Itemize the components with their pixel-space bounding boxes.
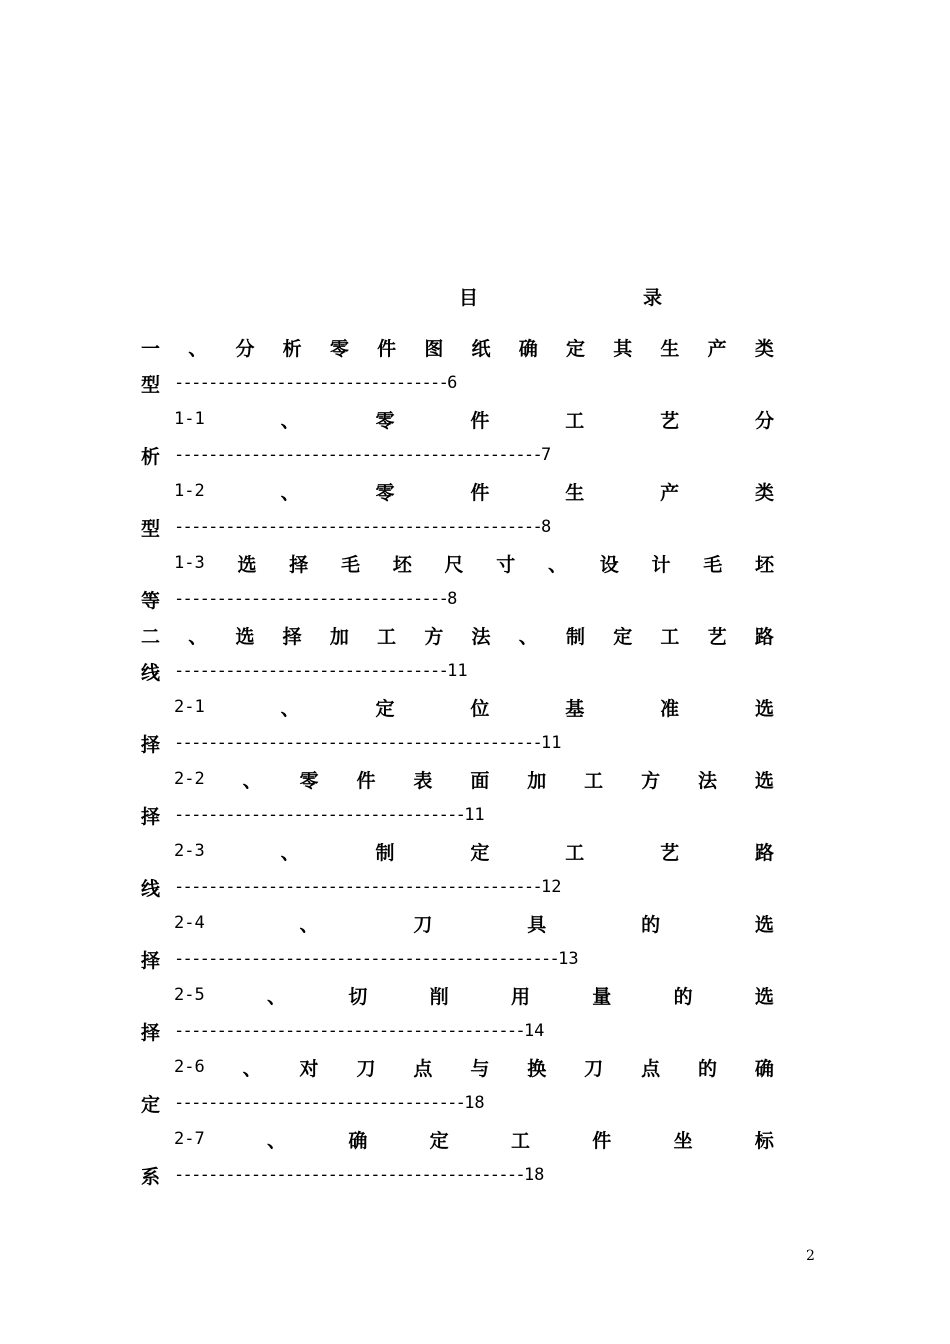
toc-entry-leader-line [141, 657, 468, 685]
page-number: 2 [806, 1248, 815, 1264]
toc-entry-char: 法 [698, 769, 718, 792]
toc-leader-dashes: -------------------------------- [174, 661, 448, 681]
toc-entry-heading [141, 333, 774, 361]
toc-entry-char: 、 [280, 697, 300, 720]
toc-entry-char: 分 [754, 409, 774, 432]
toc-entry-char: 计 [651, 553, 671, 576]
toc-entry-char: 其 [613, 337, 633, 360]
toc-entry-char: 零 [375, 481, 395, 504]
toc-page-number: 8 [541, 517, 552, 537]
toc-entry-last-char: 析 [141, 445, 161, 468]
toc-entry-char: 选 [754, 697, 774, 720]
toc-entry-char: 选 [754, 769, 774, 792]
toc-page-number: 11 [541, 733, 562, 753]
toc-entry-last-char: 型 [141, 517, 161, 540]
toc-entry-char: 、 [547, 553, 567, 576]
toc-entry-heading [174, 477, 774, 505]
toc-entry-char: 选 [754, 913, 774, 936]
toc-entry-leader-line [141, 513, 551, 541]
toc-entry-char: 零 [299, 769, 319, 792]
toc-entry-last-char: 型 [141, 373, 161, 396]
toc-entry-char: 、 [188, 625, 208, 648]
toc-entry-heading [174, 981, 774, 1009]
toc-entry-char: 量 [592, 985, 612, 1008]
toc-entry-char: 艺 [707, 625, 727, 648]
toc-entry-last-char: 等 [141, 589, 161, 612]
toc-entry-char: 、 [242, 1057, 262, 1080]
toc-title-left: 目 [459, 287, 479, 309]
toc-entry-char: 标 [754, 1129, 774, 1152]
toc-entry-char: 生 [565, 481, 585, 504]
toc-entry-char: 用 [510, 985, 530, 1008]
toc-entry-char: 2-3 [174, 841, 205, 861]
toc-entry-leader-line [141, 585, 457, 613]
toc-entry-char: 毛 [340, 553, 360, 576]
toc-entry-char: 制 [565, 625, 585, 648]
toc-entry-char: 艺 [660, 409, 680, 432]
toc-entry-char: 刀 [584, 1057, 604, 1080]
toc-entry-char: 工 [584, 769, 604, 792]
toc-entry-char: 定 [470, 841, 490, 864]
toc-page-number: 6 [447, 373, 458, 393]
toc-entry-char: 一 [141, 337, 161, 360]
toc-entry-char: 析 [282, 337, 302, 360]
toc-entry-char: 、 [242, 769, 262, 792]
toc-entry-char: 2-2 [174, 769, 205, 789]
toc-entry-char: 确 [348, 1129, 368, 1152]
toc-entry-last-char: 线 [141, 877, 161, 900]
toc-entry-leader-line [141, 1017, 544, 1045]
toc-entry-heading [174, 1125, 774, 1153]
toc-entry-char: 1-1 [174, 409, 205, 429]
toc-entry-heading [141, 621, 774, 649]
toc-entry-char: 、 [267, 1129, 287, 1152]
toc-entry-char: 1-3 [174, 553, 205, 573]
toc-entry-char: 、 [188, 337, 208, 360]
toc-entry-char: 选 [235, 625, 255, 648]
toc-entry-char: 方 [641, 769, 661, 792]
toc-entry-char: 刀 [413, 913, 433, 936]
toc-entry-char: 定 [375, 697, 395, 720]
toc-entry-char: 工 [565, 409, 585, 432]
toc-entry-char: 点 [641, 1057, 661, 1080]
toc-entry-char: 2-4 [174, 913, 205, 933]
toc-entry-char: 选 [754, 985, 774, 1008]
toc-entry-char: 法 [471, 625, 491, 648]
toc-page-number: 8 [447, 589, 458, 609]
toc-entry-char: 制 [375, 841, 395, 864]
toc-entry-heading [174, 693, 774, 721]
toc-entry-last-char: 系 [141, 1165, 161, 1188]
toc-entry-char: 寸 [496, 553, 516, 576]
toc-entry-char: 件 [470, 481, 490, 504]
toc-entry-last-char: 择 [141, 949, 161, 972]
toc-leader-dashes: ----------------------------------------- [174, 1021, 524, 1041]
toc-entry-leader-line [141, 369, 457, 397]
toc-entry-char: 坯 [754, 553, 774, 576]
toc-title-right: 录 [643, 287, 663, 309]
toc-page-number: 13 [558, 949, 579, 969]
toc-entry-char: 毛 [703, 553, 723, 576]
toc-entry-char: 择 [282, 625, 302, 648]
toc-entry-char: 准 [660, 697, 680, 720]
toc-entry-char: 工 [377, 625, 397, 648]
toc-entry-char: 坯 [392, 553, 412, 576]
toc-entry-char: 坐 [673, 1129, 693, 1152]
toc-entry-char: 加 [329, 625, 349, 648]
toc-entry-last-char: 择 [141, 733, 161, 756]
toc-entry-last-char: 择 [141, 1021, 161, 1044]
toc-entry-char: 切 [348, 985, 368, 1008]
toc-entry-heading [174, 765, 774, 793]
toc-page-number: 12 [541, 877, 562, 897]
toc-entry-char: 与 [470, 1057, 490, 1080]
toc-entry-char: 具 [527, 913, 547, 936]
toc-entry-heading [174, 837, 774, 865]
toc-page-number: 11 [447, 661, 468, 681]
toc-entry-leader-line [141, 945, 579, 973]
toc-entry-char: 件 [356, 769, 376, 792]
toc-entry-char: 件 [377, 337, 397, 360]
toc-page-number: 7 [541, 445, 552, 465]
toc-entry-char: 零 [329, 337, 349, 360]
toc-entry-char: 产 [707, 337, 727, 360]
toc-leader-dashes: ---------------------------------- [174, 805, 465, 825]
toc-entry-char: 、 [280, 409, 300, 432]
toc-entry-char: 定 [565, 337, 585, 360]
toc-entry-char: 工 [660, 625, 680, 648]
toc-entry-char: 2-1 [174, 697, 205, 717]
toc-entry-char: 设 [599, 553, 619, 576]
toc-entry-char: 基 [565, 697, 585, 720]
toc-entry-char: 面 [470, 769, 490, 792]
toc-entry-char: 方 [424, 625, 444, 648]
toc-entry-char: 点 [413, 1057, 433, 1080]
toc-title [0, 283, 950, 313]
toc-entry-char: 件 [470, 409, 490, 432]
toc-entry-char: 分 [235, 337, 255, 360]
toc-entry-heading [174, 405, 774, 433]
toc-entry-heading [174, 1053, 774, 1081]
toc-entry-char: 换 [527, 1057, 547, 1080]
toc-entry-char: 艺 [660, 841, 680, 864]
toc-entry-last-char: 线 [141, 661, 161, 684]
toc-page-number: 18 [523, 1165, 545, 1185]
toc-entry-char: 产 [660, 481, 680, 504]
toc-leader-dashes: ------------------------------------------- [174, 517, 541, 537]
toc-entry-leader-line [141, 729, 561, 757]
toc-entry-leader-line [141, 441, 551, 469]
toc-entry-char: 工 [565, 841, 585, 864]
toc-entry-char: 尺 [444, 553, 464, 576]
toc-entry-heading [174, 549, 774, 577]
toc-leader-dashes: -------------------------------- [174, 589, 448, 609]
toc-entry-char: 的 [698, 1057, 718, 1080]
toc-entry-char: 2-5 [174, 985, 205, 1005]
toc-entry-char: 加 [527, 769, 547, 792]
toc-page-number: 11 [464, 805, 485, 825]
toc-entry-leader-line [141, 1089, 485, 1117]
toc-entry-char: 零 [375, 409, 395, 432]
toc-leader-dashes: ------------------------------------------- [174, 877, 541, 897]
toc-entry-char: 、 [518, 625, 538, 648]
toc-entry-char: 定 [613, 625, 633, 648]
toc-entry-char: 、 [299, 913, 319, 936]
toc-entry-char: 定 [429, 1129, 449, 1152]
toc-entry-char: 刀 [356, 1057, 376, 1080]
toc-entry-char: 生 [660, 337, 680, 360]
toc-entry-char: 、 [280, 841, 300, 864]
toc-entry-heading [174, 909, 774, 937]
toc-entry-char: 确 [518, 337, 538, 360]
toc-page-number: 18 [464, 1093, 485, 1113]
toc-entry-char: 削 [429, 985, 449, 1008]
toc-entry-char: 的 [673, 985, 693, 1008]
toc-entry-last-char: 择 [141, 805, 161, 828]
toc-entry-char: 类 [754, 481, 774, 504]
toc-entry-char: 件 [592, 1129, 612, 1152]
toc-entry-char: 工 [510, 1129, 530, 1152]
toc-entry-char: 确 [754, 1057, 774, 1080]
toc-leader-dashes: ---------------------------------- [174, 1093, 465, 1113]
toc-entry-char: 择 [289, 553, 309, 576]
toc-page-number: 14 [523, 1021, 545, 1041]
toc-entry-char: 2-7 [174, 1129, 205, 1149]
toc-entry-leader-line [141, 873, 561, 901]
toc-entry-char: 选 [237, 553, 257, 576]
toc-entry-char: 图 [424, 337, 444, 360]
toc-entry-char: 表 [413, 769, 433, 792]
toc-entry-char: 对 [299, 1057, 319, 1080]
toc-leader-dashes: -------------------------------- [174, 373, 448, 393]
toc-leader-dashes: --------------------------------------------- [174, 949, 559, 969]
toc-entry-char: 位 [470, 697, 490, 720]
toc-entry-char: 纸 [471, 337, 491, 360]
toc-entry-char: 路 [754, 625, 774, 648]
toc-entry-leader-line [141, 1161, 544, 1189]
toc-entry-char: 类 [754, 337, 774, 360]
toc-leader-dashes: ------------------------------------------- [174, 445, 541, 465]
toc-entry-last-char: 定 [141, 1093, 161, 1116]
toc-leader-dashes: ------------------------------------------- [174, 733, 541, 753]
toc-entry-leader-line [141, 801, 485, 829]
toc-entry-char: 1-2 [174, 481, 205, 501]
toc-leader-dashes: ----------------------------------------- [174, 1165, 524, 1185]
toc-entry-char: 、 [280, 481, 300, 504]
toc-entry-char: 、 [267, 985, 287, 1008]
toc-entry-char: 二 [141, 625, 161, 648]
toc-entry-char: 的 [641, 913, 661, 936]
toc-entry-char: 2-6 [174, 1057, 205, 1077]
toc-entry-char: 路 [754, 841, 774, 864]
